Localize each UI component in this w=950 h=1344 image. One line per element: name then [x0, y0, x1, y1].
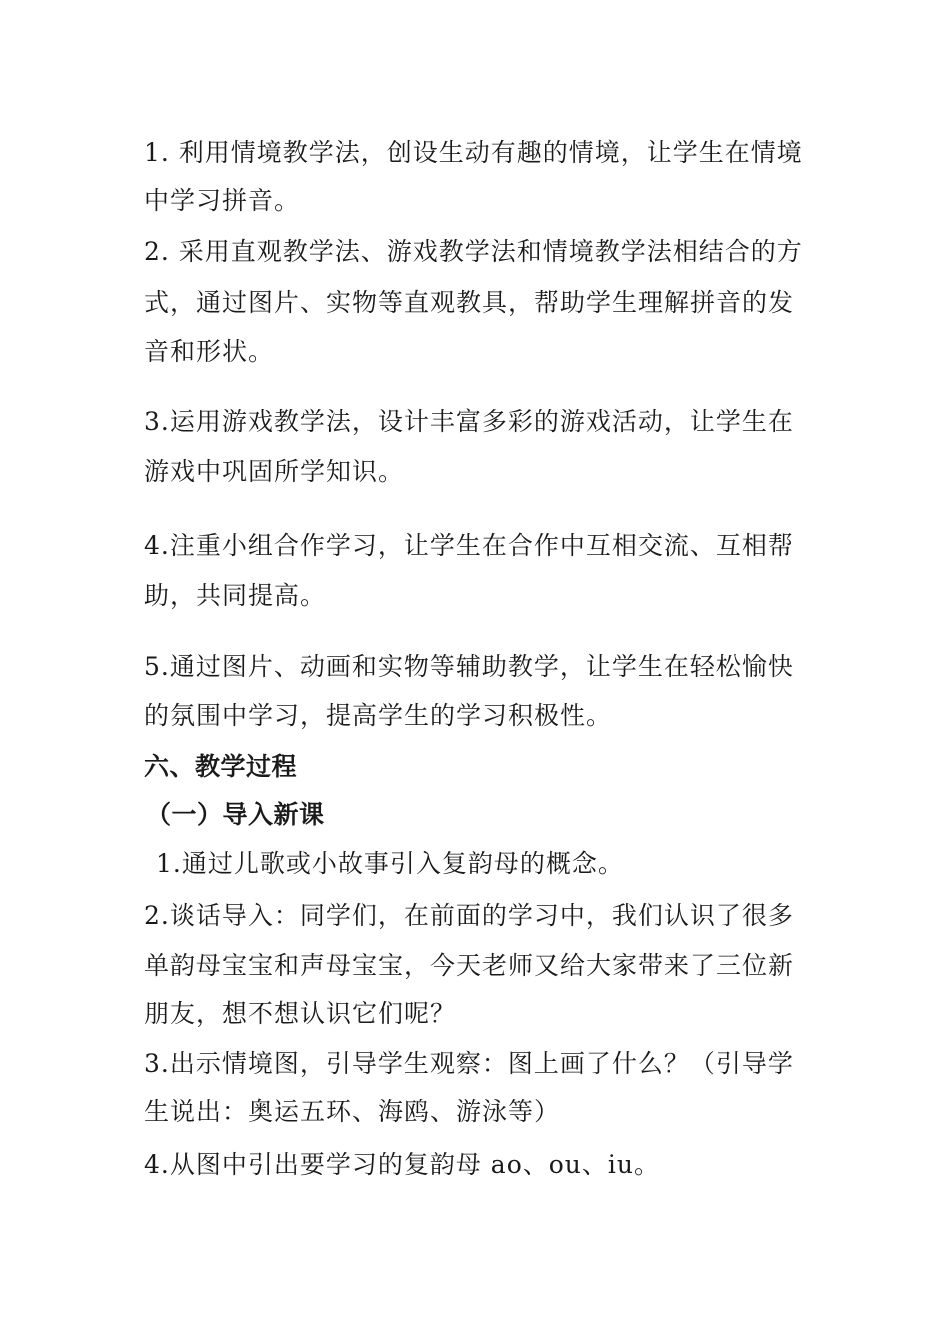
subsection-heading: （一）导入新课 [146, 800, 325, 829]
section-heading: 六、教学过程 [144, 752, 298, 781]
paragraph-5-line-1: 5.通过图片、动画和实物等辅助教学，让学生在轻松愉快 [144, 652, 794, 681]
step-3-line-1: 3.出示情境图，引导学生观察：图上画了什么？（引导学 [144, 1049, 794, 1078]
paragraph-2-line-3: 音和形状。 [144, 337, 275, 366]
paragraph-4-line-2: 助，共同提高。 [144, 581, 327, 610]
step-2-line-2: 单韵母宝宝和声母宝宝，今天老师又给大家带来了三位新 [144, 951, 795, 980]
paragraph-3-line-2: 游戏中巩固所学知识。 [144, 457, 405, 486]
paragraph-4-line-1: 4.注重小组合作学习，让学生在合作中互相交流、互相帮 [144, 531, 794, 560]
step-3-line-2: 生说出：奥运五环、海鸥、游泳等） [144, 1097, 561, 1126]
paragraph-2-line-1: 2. 采用直观教学法、游戏教学法和情境教学法相结合的方 [144, 237, 803, 266]
step-2-line-1: 2.谈话导入：同学们，在前面的学习中，我们认识了很多 [144, 901, 794, 930]
paragraph-1-line-2: 中学习拼音。 [144, 186, 301, 215]
paragraph-3-line-1: 3.运用游戏教学法，设计丰富多彩的游戏活动，让学生在 [144, 407, 794, 436]
step-1-line: 1.通过儿歌或小故事引入复韵母的概念。 [156, 849, 624, 878]
paragraph-1-line-1: 1. 利用情境教学法，创设生动有趣的情境，让学生在情境 [144, 138, 803, 167]
step-4-line: 4.从图中引出要学习的复韵母 ao、ou、iu。 [144, 1150, 661, 1179]
paragraph-2-line-2: 式，通过图片、实物等直观教具，帮助学生理解拼音的发 [144, 288, 795, 317]
paragraph-5-line-2: 的氛围中学习，提高学生的学习积极性。 [144, 701, 613, 730]
step-2-line-3: 朋友，想不想认识它们呢？ [144, 999, 457, 1028]
